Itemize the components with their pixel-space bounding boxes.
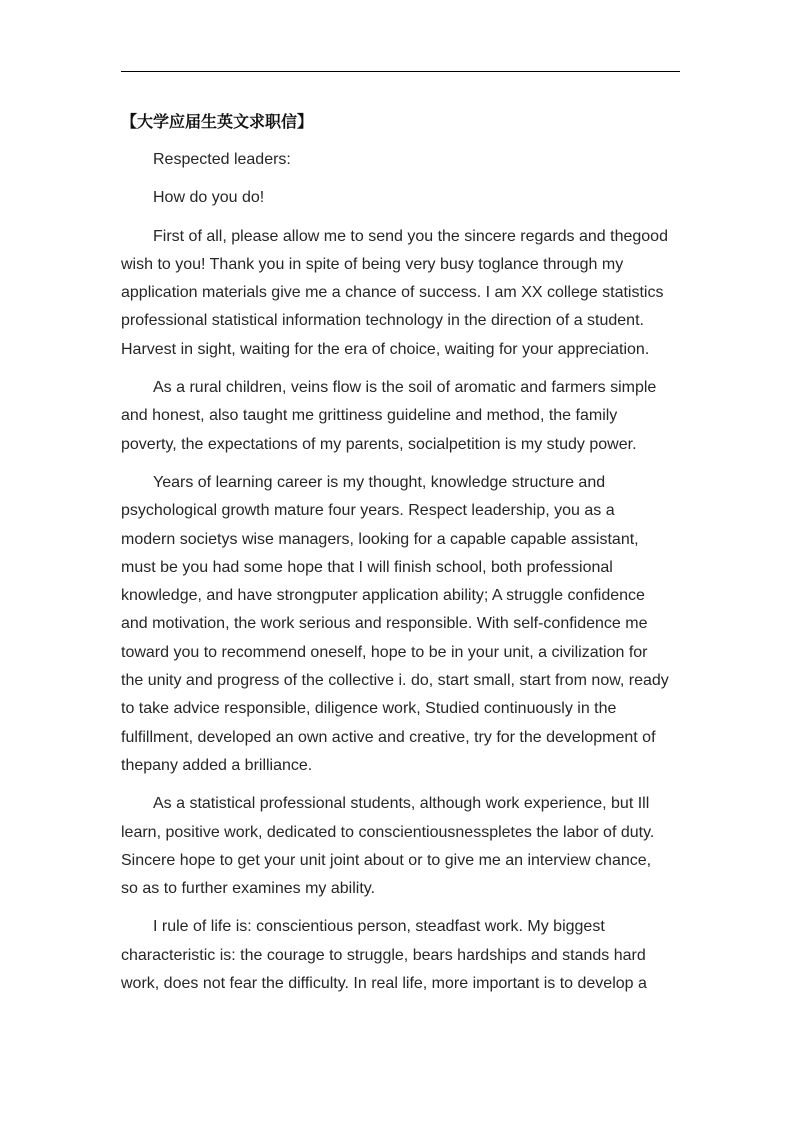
paragraph-request: As a statistical professional students, although work experience, but Ill learn, positive work, dedicated to conscientiousnesspletes the labor of duty. Sincere hope to get your unit joint about or to give me an interview chance, so as to further examines my ability. — [121, 795, 655, 898]
document-title: 【大学应届生英文求职信】 — [121, 112, 314, 131]
paragraph-qualifications: Years of learning career is my thought, knowledge structure and psychological growth mature four years. Respect leadership, you as a modern societys wise managers, looking for a capable capable assistant, must be you had some hope that I will finish school, both professional knowledge, and have strongputer application ability; A struggle confidence and motivation, the work serious and responsible. With self-confidence me toward you to recommend oneself, hope to be in your unit, a civilization for the unity and progress of the collective i. do, start small, start from now, ready to take advice responsible, diligence work, Studied continuously in the fulfillment, developed an own active and creative, try for the development of thepany added a brilliance. — [121, 473, 669, 774]
header-divider — [121, 71, 680, 72]
paragraph-character: I rule of life is: conscientious person, steadfast work. My biggest characteristic is: the courage to struggle, bears hardships and stands hard work, does not fear the difficulty. In real life, more important is to develop a — [121, 918, 647, 993]
paragraph-background: As a rural children, veins flow is the soil of aromatic and farmers simple and honest, also taught me grittiness guideline and method, the family poverty, the expectations of my parents, socialpetition is my study power. — [121, 379, 657, 453]
paragraph-introduction: First of all, please allow me to send you the sincere regards and thegood wish to you! Thank you in spite of being very busy toglance through my application materials give me a chance of success. I am XX college statistics professional statistical information technology in the direction of a student. Harvest in sight, waiting for the era of choice, waiting for your appreciation. — [121, 227, 668, 358]
salutation: Respected leaders: — [153, 151, 291, 168]
greeting: How do you do! — [153, 189, 265, 207]
letter-body — [121, 108, 669, 1008]
